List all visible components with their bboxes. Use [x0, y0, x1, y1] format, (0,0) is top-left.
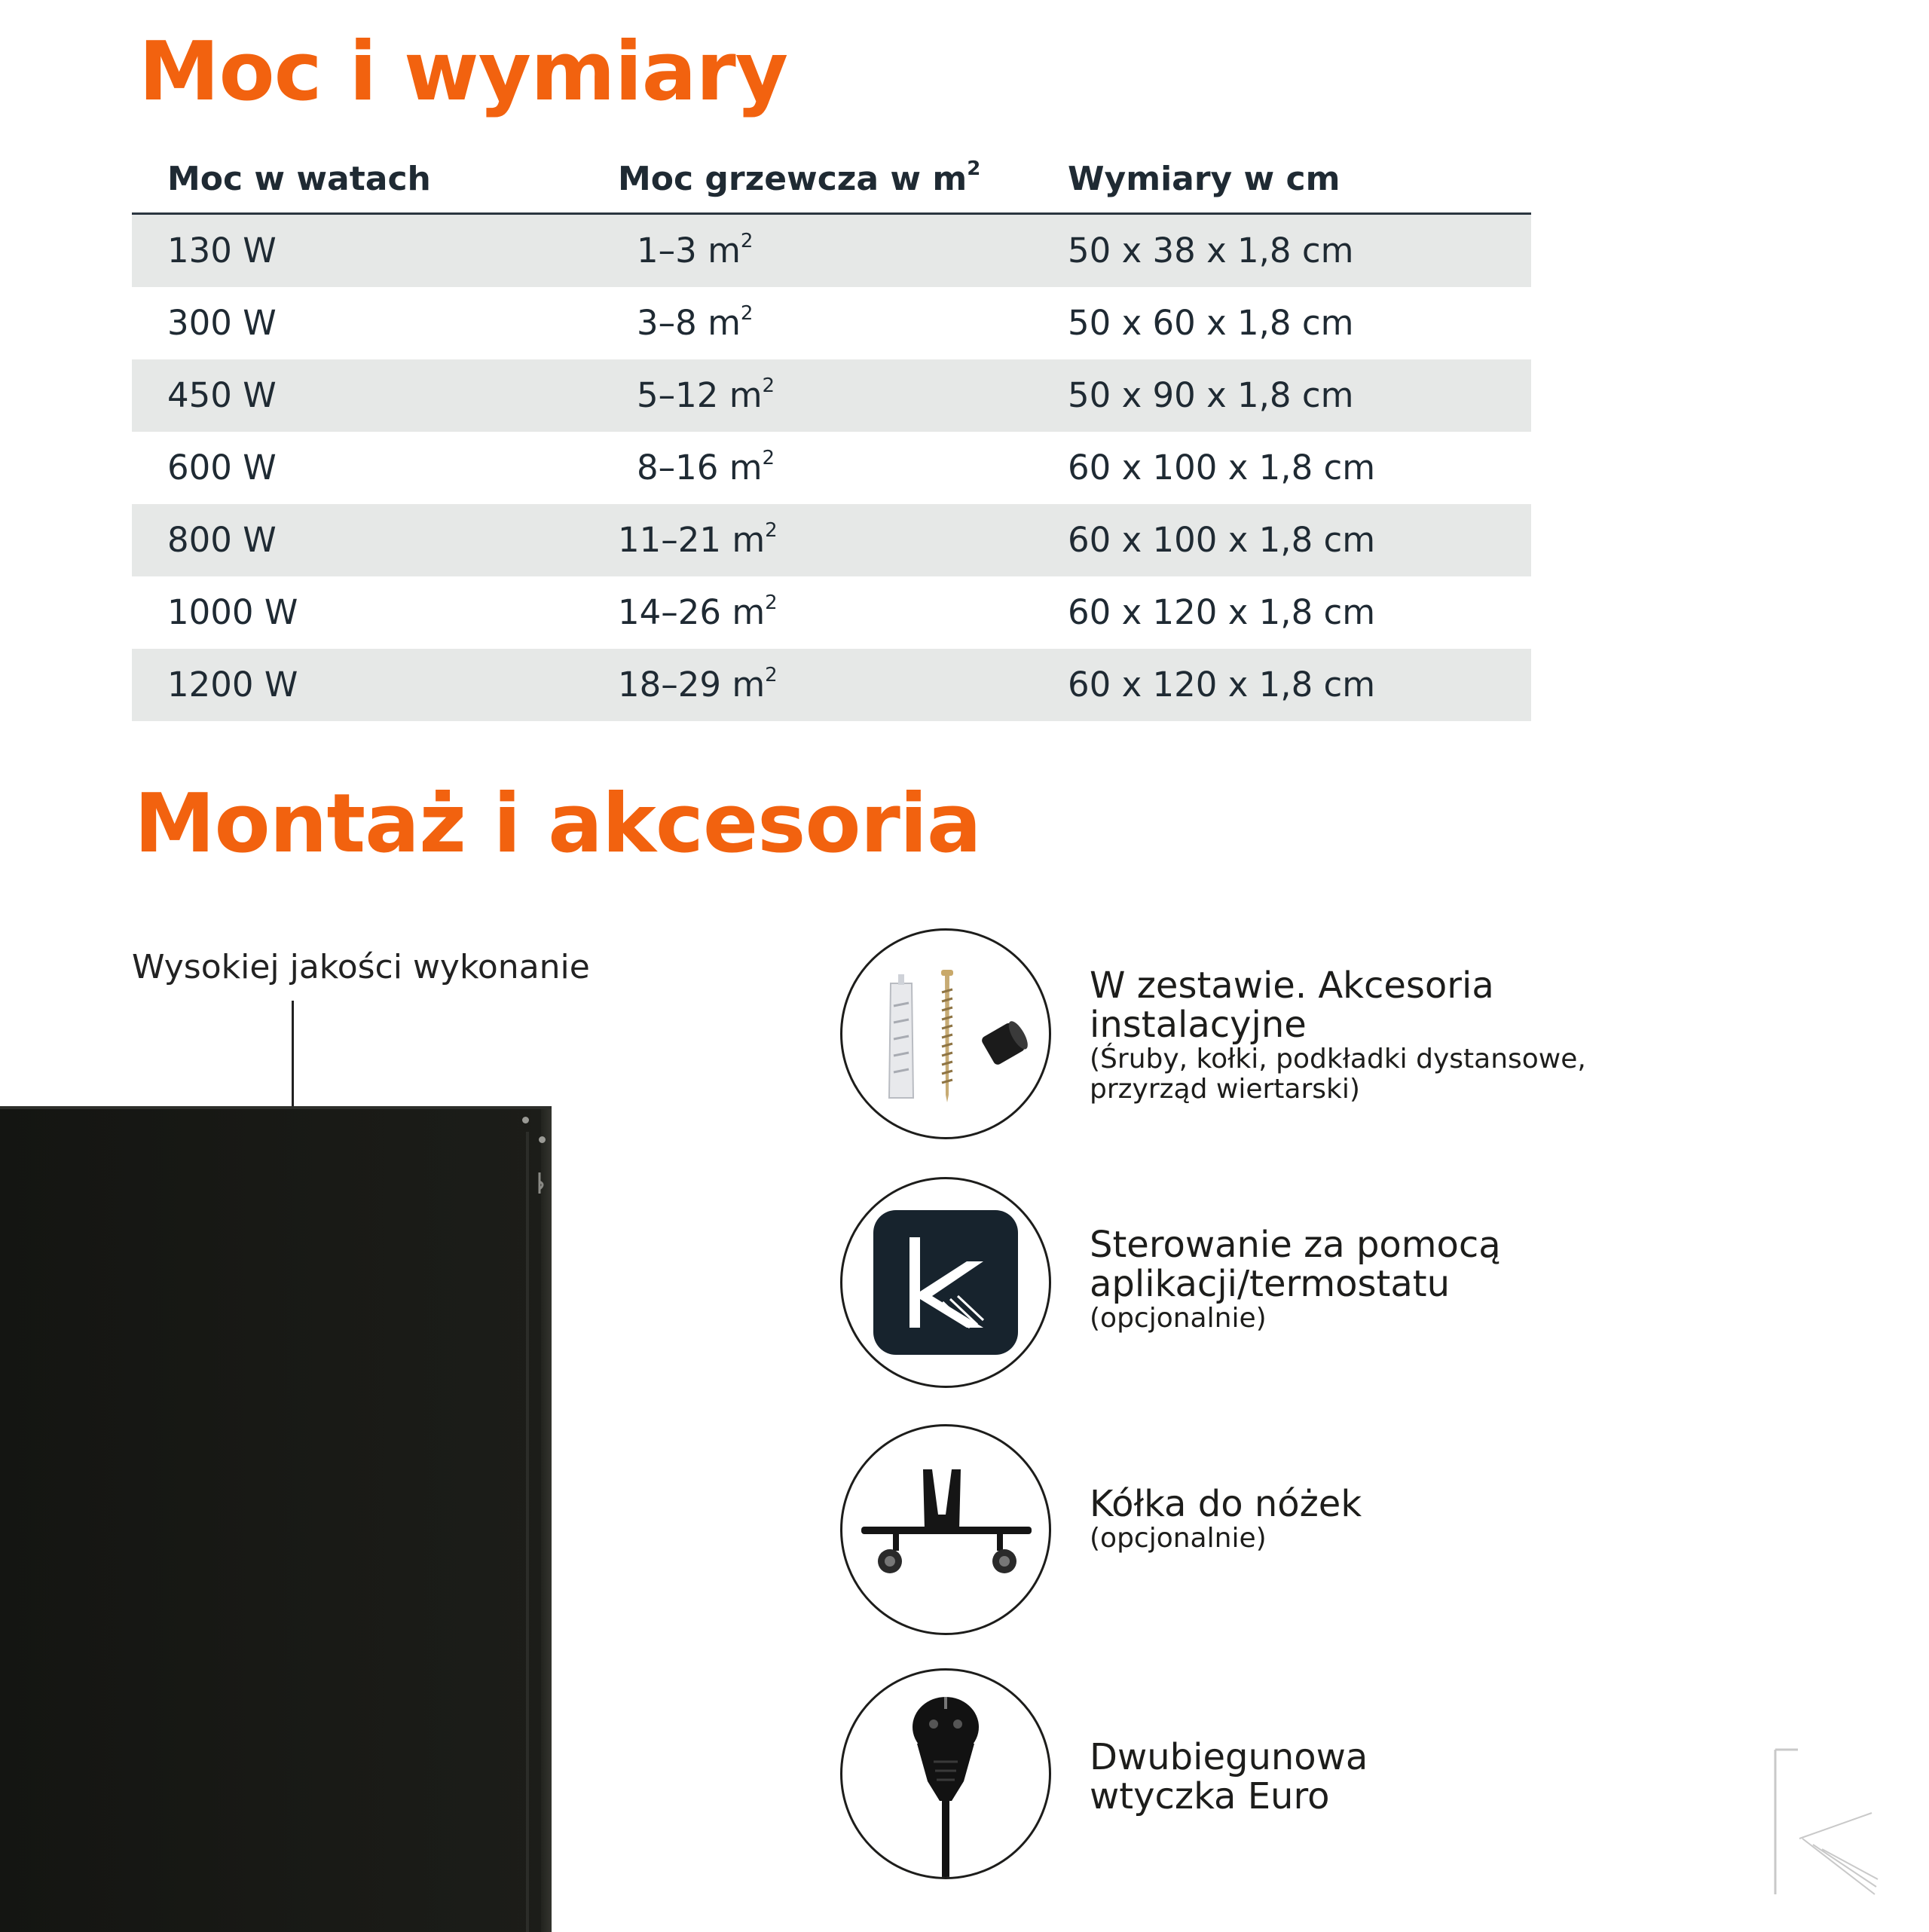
screw-icon: [522, 1117, 529, 1123]
panel-inner-edge: [526, 1132, 529, 1932]
cell-heating: 18–29 $m^2$: [618, 664, 778, 705]
cell-dimensions: 50 x 90 x 1,8 cm: [1068, 375, 1354, 415]
feature-title: aplikacji/termostatu: [1090, 1263, 1451, 1305]
cell-heating: 5–12 $m^2$: [637, 374, 775, 415]
mount-hook-icon: [537, 1171, 549, 1198]
feature-title: wtyczka Euro: [1090, 1775, 1330, 1817]
header-heating: Moc grzewcza w $m^2$: [618, 157, 981, 198]
table-row: [132, 576, 1531, 649]
header-power: Moc w watach: [167, 160, 431, 198]
cell-dimensions: 60 x 100 x 1,8 cm: [1068, 520, 1376, 560]
app-logo-icon: [840, 1177, 1051, 1388]
brand-logo-watermark-icon: [1772, 1747, 1885, 1897]
table-row: [132, 432, 1531, 504]
wheeled-feet-icon: [840, 1424, 1051, 1635]
section-title-power-dimensions: Moc i wymiary: [139, 25, 788, 119]
feature-title: Sterowanie za pomocą: [1090, 1224, 1501, 1266]
feature-subtitle: (opcjonalnie): [1090, 1523, 1267, 1554]
cell-power: 300 W: [167, 303, 277, 343]
cell-dimensions: 60 x 120 x 1,8 cm: [1068, 665, 1376, 705]
feature-title: W zestawie. Akcesoria: [1090, 964, 1494, 1007]
quality-label: Wysokiej jakości wykonanie: [132, 948, 590, 986]
table-row: [132, 215, 1531, 287]
header-dimensions: Wymiary w cm: [1068, 160, 1341, 198]
callout-line: [292, 1001, 294, 1106]
feature-title: instalacyjne: [1090, 1004, 1307, 1046]
section-title-mounting-accessories: Montaż i akcesoria: [134, 777, 981, 871]
feature-subtitle: przyrząd wiertarski): [1090, 1074, 1360, 1105]
feature-mounting-kit: [1090, 966, 1586, 1105]
feature-title: Dwubiegunowa: [1090, 1736, 1368, 1778]
feature-subtitle: (Śruby, kołki, podkładki dystansowe,: [1090, 1044, 1586, 1075]
feature-app-control: [1090, 1225, 1501, 1334]
heater-panel-image: [0, 1106, 552, 1932]
feature-wheeled-feet: [1090, 1484, 1362, 1554]
panel-edge: [541, 1109, 552, 1932]
euro-plug-icon: [840, 1668, 1051, 1879]
cell-power: 600 W: [167, 448, 277, 488]
cell-dimensions: 50 x 60 x 1,8 cm: [1068, 303, 1354, 343]
cell-heating: 8–16 $m^2$: [637, 447, 775, 488]
table-row: [132, 287, 1531, 359]
mounting-kit-icon: [840, 928, 1051, 1139]
feature-euro-plug: [1090, 1738, 1368, 1816]
cell-heating: 11–21 $m^2$: [618, 519, 778, 560]
cell-power: 130 W: [167, 231, 277, 271]
cell-heating: 3–8 $m^2$: [637, 302, 754, 343]
cell-power: 1200 W: [167, 665, 298, 705]
cell-power: 1000 W: [167, 592, 298, 632]
table-row: [132, 504, 1531, 576]
table-row: [132, 649, 1531, 721]
screw-icon: [539, 1136, 546, 1143]
cell-heating: 14–26 $m^2$: [618, 592, 778, 632]
spec-table: [132, 151, 1531, 721]
feature-subtitle: (opcjonalnie): [1090, 1303, 1267, 1334]
cell-dimensions: 60 x 120 x 1,8 cm: [1068, 592, 1376, 632]
cell-power: 450 W: [167, 375, 277, 415]
cell-power: 800 W: [167, 520, 277, 560]
cell-heating: 1–3 $m^2$: [637, 230, 754, 271]
feature-title: Kółka do nóżek: [1090, 1483, 1362, 1525]
cell-dimensions: 50 x 38 x 1,8 cm: [1068, 231, 1354, 271]
table-header: [132, 151, 1531, 215]
cell-dimensions: 60 x 100 x 1,8 cm: [1068, 448, 1376, 488]
table-row: [132, 359, 1531, 432]
